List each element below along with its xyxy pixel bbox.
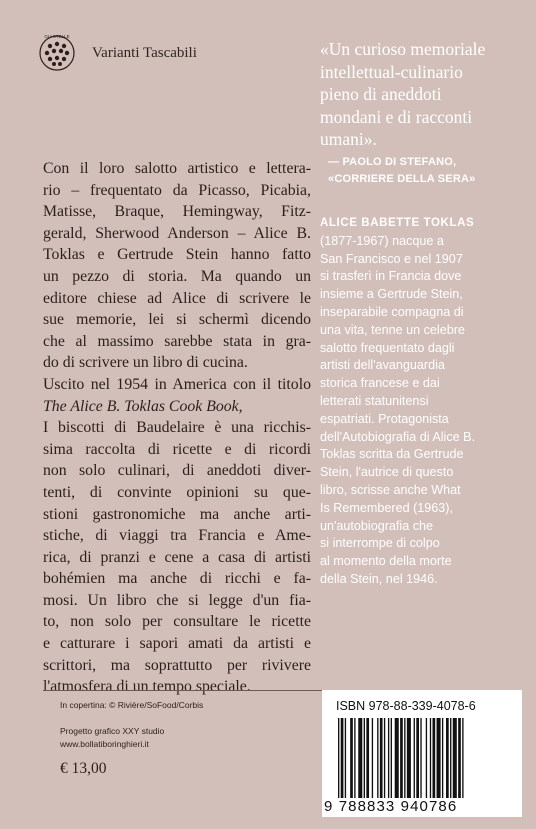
quote-line: mondani e di racconti bbox=[320, 106, 473, 127]
bio-line: inseparabile compagna di bbox=[320, 304, 464, 319]
description-line: stioni gastronomiche ma anche arti- bbox=[43, 505, 311, 523]
description-line: l'atmosfera di un tempo speciale. bbox=[43, 678, 251, 696]
bio-line: al momento della morte bbox=[320, 554, 452, 569]
bio-line: (1877-1967) nacque a bbox=[320, 233, 444, 248]
description-line: editore chiese ad Alice di scrivere le bbox=[43, 289, 311, 307]
review-quote bbox=[320, 38, 520, 151]
bio-line: libro, scrisse anche What bbox=[320, 482, 461, 497]
description-line: rio – frequentato da Picasso, Picabia, bbox=[43, 181, 311, 199]
quote-line: umani». bbox=[320, 129, 377, 149]
publisher-logo-icon bbox=[36, 32, 78, 74]
bio-line: insieme a Gertrude Stein, bbox=[320, 287, 463, 302]
bio-line: salotto frequentato dagli bbox=[320, 340, 455, 355]
description-line: sue memorie, lei si schermì dicendo bbox=[43, 311, 311, 329]
description-line: bohémien ma anche di ricchi e fa- bbox=[43, 570, 311, 588]
description-line: Uscito nel 1954 in America con il titolo bbox=[43, 375, 311, 393]
author-name: ALICE BABETTE TOKLAS bbox=[320, 217, 475, 229]
quote-line: intellettual-culinario bbox=[320, 61, 463, 82]
quote-line: «Un curioso memoriale bbox=[320, 39, 486, 59]
quote-source-line: «CORRIERE DELLA SERA» bbox=[328, 173, 476, 185]
description-line: stiche, di viaggi tra Francia e Ame- bbox=[43, 527, 311, 545]
publisher-website: www.bollatiboringhieri.it bbox=[60, 739, 149, 749]
bio-line: San Francisco e nel 1907 bbox=[320, 251, 463, 266]
quote-line: pieno di aneddoti bbox=[320, 84, 442, 104]
bio-line: letterati statunitensi bbox=[320, 393, 429, 408]
bio-line: dell'Autobiografia di Alice B. bbox=[320, 429, 476, 444]
bio-line: Toklas scritta da Gertrude bbox=[320, 447, 464, 462]
price: € 13,00 bbox=[60, 760, 107, 777]
bio-line: espatriati. Protagonista bbox=[320, 411, 449, 426]
barcode-digits: 9 788833 940786 bbox=[324, 798, 458, 815]
description-line: e catturare i sapori amati da artisti e bbox=[43, 635, 311, 653]
description-line: gerald, Sherwood Anderson – Alice B. bbox=[43, 224, 311, 242]
description-line: non solo culinari, di aneddoti diver- bbox=[43, 462, 311, 480]
bio-line: artisti dell'avanguardia bbox=[320, 358, 445, 373]
quote-source bbox=[328, 154, 528, 188]
description-line: to, non solo per consultare le ricette bbox=[43, 613, 311, 631]
description-line: scrittori, ma soprattutto per rivivere bbox=[43, 656, 311, 674]
bio-line: Is Remembered (1963), bbox=[320, 500, 453, 515]
description-line: sima raccolta di ricette e di ricordi bbox=[43, 440, 311, 458]
bio-line: storica francese e dai bbox=[320, 376, 440, 391]
bio-line: un'autobiografia che bbox=[320, 518, 434, 533]
svg-text:GLI STELLE: GLI STELLE bbox=[44, 34, 70, 39]
bio-line: si trasferì in Francia dove bbox=[320, 269, 462, 284]
barcode-icon bbox=[336, 718, 516, 798]
description-line: do di scrivere un libro di cucina. bbox=[43, 354, 248, 372]
description-line: mosi. Un libro che si legge d'un fia- bbox=[43, 591, 311, 609]
description-line: I biscotti di Baudelaire è una ricchis- bbox=[43, 419, 311, 437]
description-line: che al massimo sarebbe stata in gra- bbox=[43, 332, 311, 350]
bio-line: Stein, l'autrice di questo bbox=[320, 465, 454, 480]
cover-credit: In copertina: © Rivière/SoFood/Corbis bbox=[60, 700, 204, 710]
author-bio bbox=[320, 215, 525, 589]
bio-line: si interrompe di colpo bbox=[320, 536, 440, 551]
series-name: Varianti Tascabili bbox=[92, 45, 197, 61]
description-line: rica, di pranzi e cene a casa di artisti bbox=[43, 548, 311, 566]
description-line: tenti, di convinte opinioni su que- bbox=[43, 483, 311, 501]
bio-line: una vita, tenne un celebre bbox=[320, 322, 465, 337]
description-line: Toklas e Gertrude Stein hanno fatto bbox=[43, 246, 311, 264]
bio-line: della Stein, nel 1946. bbox=[320, 571, 438, 586]
description-line: Matisse, Braque, Hemingway, Fitz- bbox=[43, 203, 311, 221]
quote-source-line: — PAOLO DI STEFANO, bbox=[328, 156, 457, 168]
book-description bbox=[43, 158, 311, 698]
description-line: Con il loro salotto artistico e lettera- bbox=[43, 160, 311, 177]
description-line: The Alice B. Toklas Cook Book, bbox=[43, 397, 243, 415]
isbn: ISBN 978-88-339-4078-6 bbox=[336, 699, 476, 713]
design-credit: Progetto grafico XXY studio bbox=[60, 726, 165, 736]
description-line: un pezzo di storia. Ma quando un bbox=[43, 267, 311, 285]
